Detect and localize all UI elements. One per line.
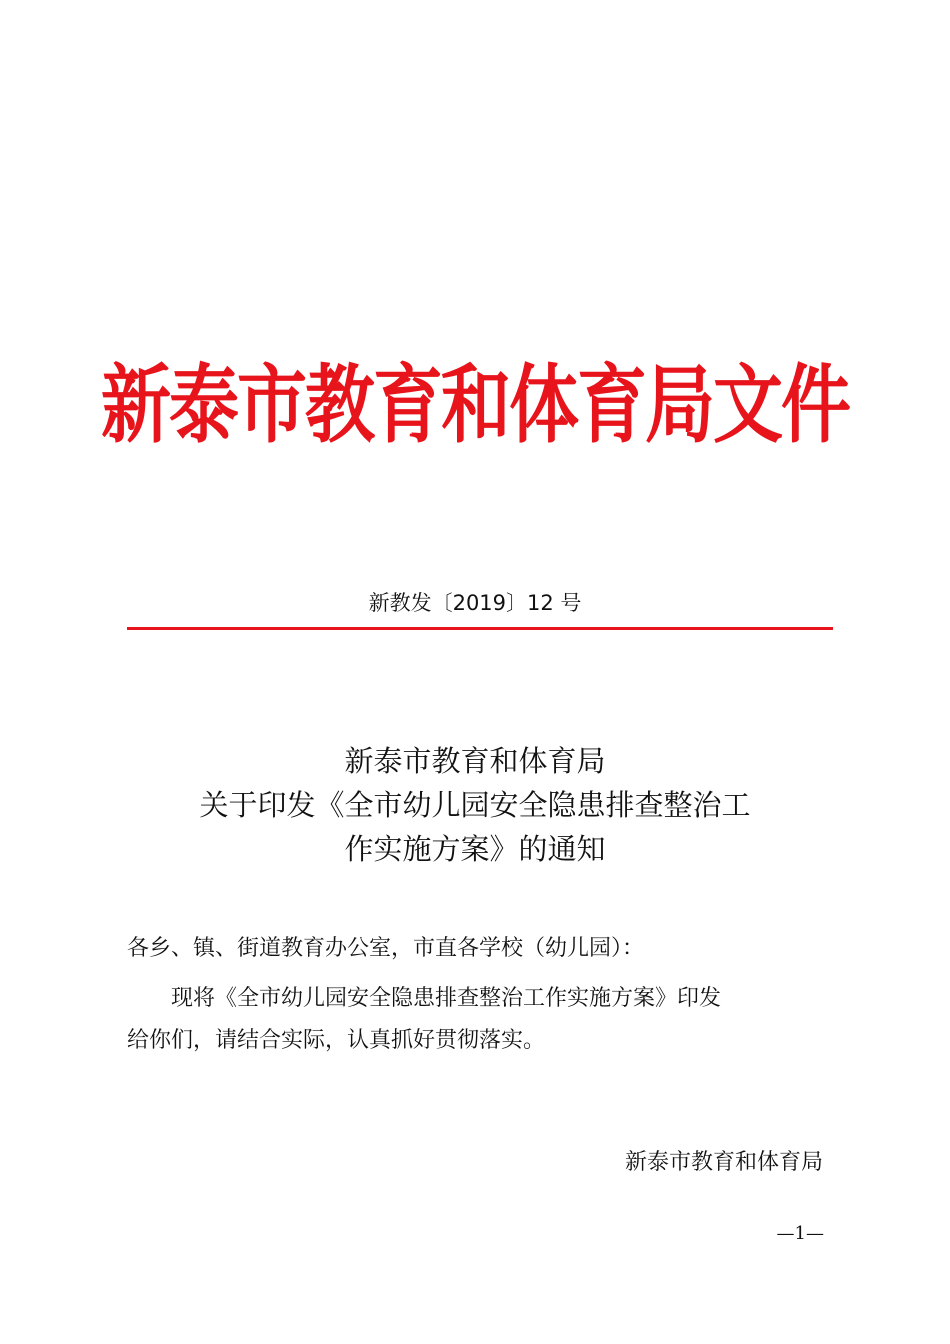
body-paragraph	[127, 978, 837, 1062]
notice-title-line: 关于印发《全市幼儿园安全隐患排查整治工	[199, 788, 751, 822]
red-divider-line	[127, 627, 833, 630]
salutation: 各乡、镇、街道教育办公室，市直各学校（幼儿园）：	[127, 936, 645, 961]
document-number: 新教发〔2019〕12 号	[368, 591, 582, 615]
notice-title-line: 新泰市教育和体育局	[344, 744, 606, 778]
document-header-title: 新泰市教育和体育局文件	[101, 354, 849, 456]
body-line: 现将《全市幼儿园安全隐患排查整治工作实施方案》印发	[171, 986, 722, 1011]
signature: 新泰市教育和体育局	[624, 1150, 823, 1175]
notice-title	[130, 739, 820, 871]
notice-title-line: 作实施方案》的通知	[344, 832, 606, 866]
body-line: 给你们，请结合实际，认真抓好贯彻落实。	[127, 1028, 546, 1053]
page-number: —1—	[776, 1223, 824, 1244]
